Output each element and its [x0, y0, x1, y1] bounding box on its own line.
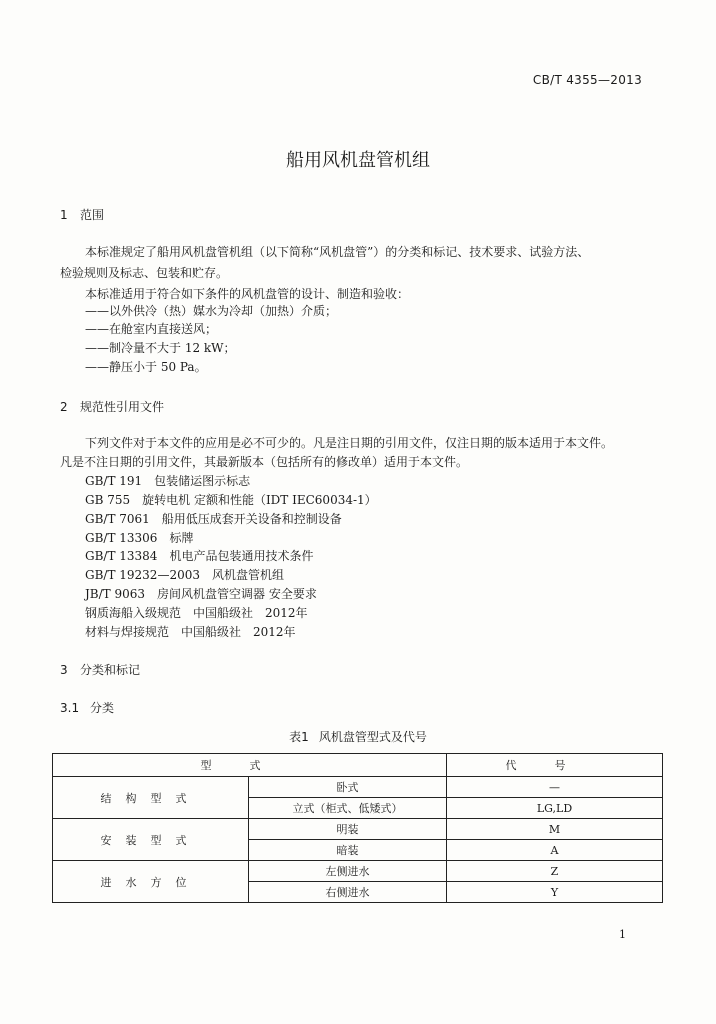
code-cell: M — [447, 819, 663, 840]
column-header-code: 代号 — [447, 754, 663, 777]
form-cell: 右侧进水 — [249, 882, 447, 903]
reference-item: 材料与焊接规范 中国船级社 2012年 — [85, 625, 296, 639]
subsection-number: 3.1 — [60, 701, 80, 715]
table-number: 表1 — [289, 730, 309, 744]
paragraph: 本标准规定了船用风机盘管机组（以下简称“风机盘管”）的分类和标记、技术要求、试验方法、 — [85, 245, 590, 259]
code-cell: A — [447, 840, 663, 861]
form-cell: 暗装 — [249, 840, 447, 861]
reference-item: GB 755 旋转电机 定额和性能（IDT IEC60034-1） — [85, 493, 377, 507]
section-number: 3 — [60, 663, 68, 677]
paragraph: 本标准适用于符合如下条件的风机盘管的设计、制造和验收： — [85, 287, 410, 301]
code-cell: Z — [447, 861, 663, 882]
section-3-heading — [60, 661, 140, 678]
group-name: 安装型式 — [53, 819, 249, 861]
list-item: ——静压小于 50 Pa。 — [85, 360, 207, 374]
section-title: 分类和标记 — [80, 663, 141, 677]
group-name: 进水方位 — [53, 861, 249, 903]
form-cell: 明装 — [249, 819, 447, 840]
reference-item: GB/T 13384 机电产品包装通用技术条件 — [85, 549, 314, 563]
table-row — [53, 861, 663, 882]
table-header-row — [53, 754, 663, 777]
table-row — [53, 819, 663, 840]
list-item: ——制冷量不大于 12 kW； — [85, 341, 236, 355]
form-cell: 卧式 — [249, 777, 447, 798]
paragraph: 检验规则及标志、包装和贮存。 — [60, 266, 229, 280]
code-cell: LG,LD — [447, 798, 663, 819]
section-number: 1 — [60, 208, 68, 222]
form-cell: 左侧进水 — [249, 861, 447, 882]
reference-item: 钢质海船入级规范 中国船级社 2012年 — [85, 606, 308, 620]
code-cell: — — [447, 777, 663, 798]
code-cell: Y — [447, 882, 663, 903]
list-item: ——以外供冷（热）媒水为冷却（加热）介质； — [85, 304, 338, 318]
section-2-heading — [60, 398, 164, 415]
subsection-3-1-heading — [60, 699, 114, 716]
list-item: ——在舱室内直接送风； — [85, 322, 218, 336]
reference-item: GB/T 13306 标牌 — [85, 531, 194, 545]
section-1-heading — [60, 206, 104, 223]
paragraph: 下列文件对于本文件的应用是必不可少的。凡是注日期的引用文件，仅注日期的版本适用于本文件。 — [85, 436, 614, 450]
section-number: 2 — [60, 400, 68, 414]
table-title: 风机盘管型式及代号 — [318, 730, 427, 744]
form-cell: 立式（柜式、低矮式） — [249, 798, 447, 819]
reference-item: GB/T 7061 船用低压成套开关设备和控制设备 — [85, 512, 342, 526]
document-title: 船用风机盘管机组 — [286, 150, 430, 171]
table-row — [53, 777, 663, 798]
reference-item: GB/T 19232—2003 风机盘管机组 — [85, 568, 284, 582]
paragraph: 凡是不注日期的引用文件，其最新版本（包括所有的修改单）适用于本文件。 — [60, 455, 469, 469]
table-caption — [0, 728, 716, 745]
reference-item: GB/T 191 包装储运图示标志 — [85, 474, 251, 488]
section-title: 范围 — [80, 208, 105, 222]
subsection-title: 分类 — [90, 701, 115, 715]
group-name: 结构型式 — [53, 777, 249, 819]
column-header-type: 型式 — [53, 754, 447, 777]
page-number: 1 — [619, 928, 626, 941]
classification-table — [52, 753, 663, 903]
standard-code: CB/T 4355—2013 — [532, 73, 642, 87]
section-title: 规范性引用文件 — [80, 400, 165, 414]
reference-item: JB/T 9063 房间风机盘管空调器 安全要求 — [85, 587, 317, 601]
